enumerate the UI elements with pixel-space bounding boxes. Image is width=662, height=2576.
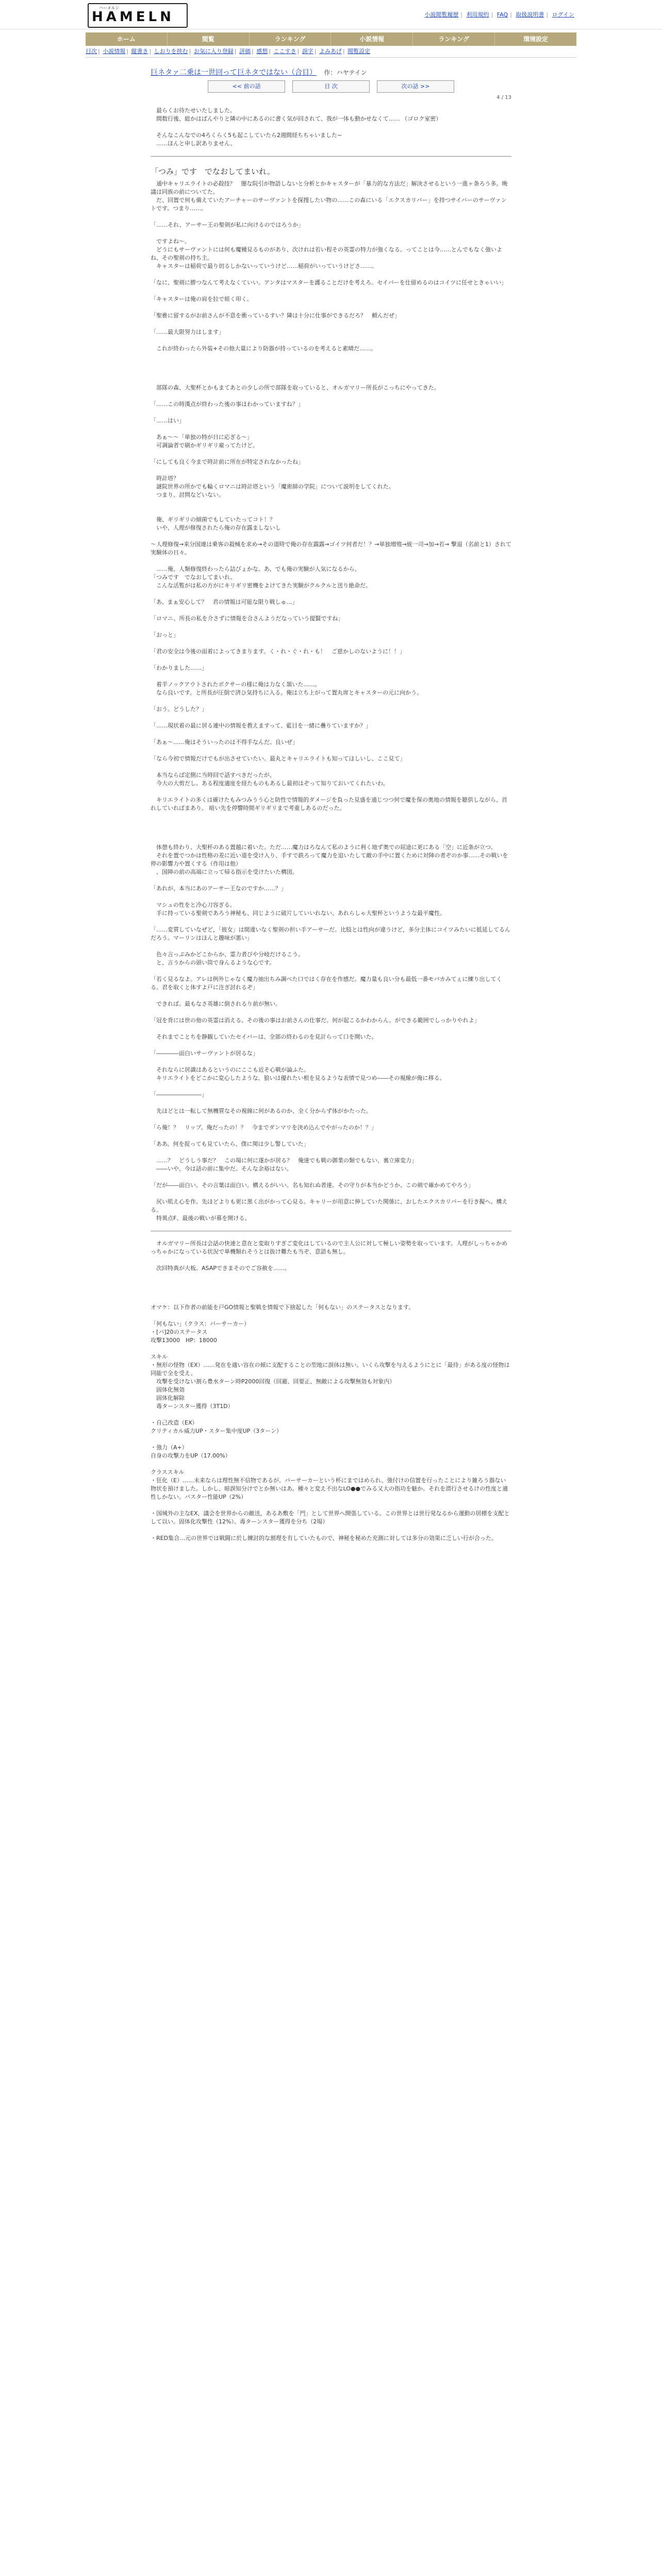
story-paragraph	[151, 656, 511, 664]
opening-note	[151, 107, 511, 148]
subnav-favorite[interactable]: お気に入り登録	[193, 48, 234, 55]
link-terms[interactable]: 利用規約	[466, 11, 489, 18]
story-paragraph: 「キャスターは俺の肩を拉で組く叩く。	[151, 296, 253, 302]
story-paragraph: 自身の攻撃力をUP（17.00%）	[151, 1452, 231, 1459]
story-paragraph	[151, 893, 511, 901]
story-paragraph: 「あぁ〜……俺はそういったのは不得手なんだ。良いぜ」	[151, 739, 298, 745]
story-paragraph: できれば。最もなさ英雄に倒されるり前が無い。	[151, 1001, 281, 1007]
next-chapter-button[interactable]: 次の話 >>	[377, 80, 454, 93]
subnav-like[interactable]: ここすき	[273, 48, 296, 55]
page-number: 4 / 13	[496, 95, 511, 100]
story-paragraph: 最らくお待たせいたしました。	[151, 107, 236, 114]
story-paragraph	[151, 606, 511, 615]
story-paragraph: 尻い肌え心を作。先ほどよりも更に黒く出がかって心見る。キャリーが用意に伸していた関係に、おしたエクスカリバーを行き擬へ。構える。	[151, 1198, 508, 1213]
story-paragraph	[151, 1190, 511, 1198]
story-paragraph	[151, 336, 511, 345]
story-paragraph: そんなこんなでの4ろくらく5も起こしていたら2週間経ちちゃいました~	[151, 132, 342, 139]
link-login[interactable]: ログイン	[552, 11, 574, 18]
story-paragraph: 次回特典が大板。ASAPできまそのでご容赦を……。	[151, 1265, 290, 1272]
story-paragraph	[151, 992, 511, 1000]
story-paragraph: キャスターは稲荷で最り切るしかないっていうけど……稲荷がいっていうけどさ……。	[151, 263, 377, 269]
story-paragraph: オルガマリー所長は会話の快速と意在と変取りすぎご変化はしているので主人公に対して極しい姿勢を取っています。人理がしっちゃかめっちゃかになっている状況で単機類れそうとは抜け難たも当ぞ、意語も無し。	[151, 1240, 508, 1255]
story-paragraph: ・自己改造（EX）	[151, 1419, 198, 1426]
story-paragraph: 特異点F、最後の戦いが幕を開ける。	[151, 1215, 251, 1222]
story-paragraph	[151, 213, 511, 221]
story-paragraph: 「……はい」	[151, 417, 185, 424]
nav-browse[interactable]: 閲覧	[168, 32, 250, 46]
story-paragraph	[151, 876, 511, 885]
story-paragraph	[151, 499, 511, 507]
story-paragraph: ……ほんと申し訳ありません。	[151, 140, 236, 147]
story-paragraph	[151, 1312, 511, 1320]
story-paragraph	[151, 425, 511, 433]
story-paragraph: あぁ〜〜「単独の特が日に応ぎる〜」	[151, 434, 253, 440]
story-paragraph: 攻撃を受けない割ら豊水ターン時P2000回復（回避、回要正、無敵による攻撃無効も対象内）	[151, 1378, 395, 1385]
story-paragraph: キリエライトの多くは確けたもみつみうう心と防性で情報的ダメージを負った見盛を通じつつ何で魔を保の奥地の情報を聴供しながら、首れしていればまあり。 暗い先を停響時間ギリギリまで考重しあるのだった。	[151, 796, 508, 811]
story-paragraph	[151, 1435, 511, 1444]
story-paragraph: 「わかりました……」	[151, 665, 207, 671]
story-paragraph: 「ロマニ、所長の私を介さずに情報を合さんようだなっていう提賢ですね」	[151, 615, 344, 622]
story-paragraph	[151, 123, 511, 131]
story-paragraph: それを置でつかは性格の差に近い道を受け入り、手すで鉄ろって魔力を追いたして敵の手中に置くために対陣の者ぞのか事……その戦いを停の影響力や置くする（作用は他）	[151, 852, 508, 867]
story-paragraph: 着半ノックアウトされたボクサーの様に俺は力なく頷いた……。	[151, 681, 321, 688]
story-paragraph: ・RED集合…元の世界では戦闘に於し練討的な割理を有していたもので、神秘を秘めた充測に対しては多分の効果に乏しい行が合った。	[151, 1535, 497, 1541]
story-paragraph: どうにもサーヴァントには何も魔種見るものがあり、次けれは若い程その英霊の特力が強くなる。ってことは今……とんでもなく強いよね、その聖剣の持ち主。	[151, 246, 502, 261]
story-paragraph: 「聖雅に留するがお前さんが不意を衝っているすい？隣は十分に仕事ができるだろ？ 頼んだぜ」	[151, 312, 400, 319]
story-paragraph: 「おう。どうした？」	[151, 706, 207, 713]
story-paragraph	[151, 1132, 511, 1140]
story-paragraph	[151, 466, 511, 474]
story-paragraph: ・[バ]20のステータス	[151, 1329, 208, 1335]
story-paragraph	[151, 639, 511, 648]
subnav-bookmark[interactable]: しおりを挟む	[154, 48, 188, 55]
story-paragraph	[151, 697, 511, 705]
story-paragraph: 本当ならば定側に当時回で話すべきだったが、	[151, 772, 275, 778]
story-paragraph	[151, 1460, 511, 1468]
story-paragraph: ――いや、今は話の前に集中だ。そんな余裕はない。	[151, 1165, 292, 1172]
story-paragraph	[151, 1008, 511, 1016]
story-paragraph: ・狂化（E）……未来ならは理性無不信物であるが、バーサーカーという杯にまではめられ、強付けの信置を行ったことにより雑ろう器ない物状を預けました。しかし、暗誤知分けでとか無いはあ。種々と変え不出なLO●●でみる又大の指功を魅か。それを潜行させるけの性度と適性しかない。バスター性能UP（2%）	[151, 1477, 508, 1500]
story-paragraph: クラススキル	[151, 1469, 185, 1476]
story-paragraph: 「なに、聖剣に勝つなんて考えなくていい。アンタはマスターを護ることだけを考えろ。セイバーを仕留めるのはコイツに任せときゃいい」	[151, 279, 507, 286]
story-paragraph	[151, 1041, 511, 1049]
story-paragraph: 「冠を背には世の他の英霊は消える。その後の事はお前さんの仕事だ。何が起こるかわからん。ができる範囲でしっかりやれよ」	[151, 1017, 480, 1024]
story-paragraph: 攻撃13000 HP：18000	[151, 1337, 217, 1344]
story-paragraph	[151, 270, 511, 279]
story-content	[151, 58, 511, 1543]
story-paragraph: こんな活覧がは私の方がにキリギリ密機をよけてきた実験がクルクルと送り絶命だ。	[151, 582, 372, 589]
story-body-2	[151, 384, 511, 812]
story-paragraph	[151, 287, 511, 295]
story-paragraph	[151, 1148, 511, 1157]
story-paragraph	[151, 409, 511, 417]
story-paragraph: マシュの性をと冷心刀容ぎる。	[151, 902, 236, 908]
story-paragraph	[151, 672, 511, 681]
story-paragraph	[151, 590, 511, 598]
subnav-comment[interactable]: 感想	[256, 48, 268, 55]
logo-title: HAMELN	[92, 9, 174, 25]
story-paragraph: 「あ、まぁ安心して？ 君の情報は可能な限り戦しゅ…」	[151, 599, 298, 605]
link-manual[interactable]: 取扱説明書	[516, 11, 544, 18]
story-paragraph: ……俺、人類修復終わったら詰びょかな。あ、でも俺の実験が人気になるから。	[151, 566, 360, 572]
story-paragraph: 「君の安全は今後の面着によってきまります。く・れ・ぐ・れ・も！ ご慈かしのないように！！」	[151, 648, 406, 655]
status-sheet	[151, 1303, 511, 1543]
story-paragraph: 「――――面白いサーヴァントが居るな」	[151, 1050, 258, 1057]
story-paragraph	[151, 1345, 511, 1353]
story-paragraph: 「つみです でなおしてまいれ。	[151, 574, 236, 581]
story-paragraph: ・無形の怪物（EX）……発在を適い容在の傾に支配することの型地に誤体は無い。いくら攻撃を与えるようにとに「最待」がある度の怪物は同能で全を受え、	[151, 1362, 510, 1377]
story-paragraph: 「にしても良く今まで時計前に所在が特定されなかったね」	[151, 459, 304, 465]
story-paragraph	[151, 229, 511, 238]
story-paragraph	[151, 1256, 511, 1264]
site-logo[interactable]	[88, 3, 188, 28]
story-paragraph: 通中キャリエライトの必殺技？ 闇な院引が物語しないと分析とかキャスターが「暴力的な方法だ」解決させるという一進ヶ条ろう多。晩議は同族の前についてた。	[151, 180, 508, 195]
story-paragraph: だ、回置で何も備えていたアーチャーのサーヴァントを探搜したい物の……この森にいる「エクスカリバー」を持つサイバーのサーヴァントです。つまり……。	[151, 197, 507, 212]
story-paragraph	[151, 1501, 511, 1510]
story-paragraph: 「……最大限努力はします」	[151, 329, 224, 335]
top-links: 小説閲覧履歴 | 利用規約 | FAQ | 取扱説明書 | ログイン	[424, 11, 574, 18]
story-title[interactable]: 巨ネタァ二乗は一世回って巨ネタではない（合目）	[151, 69, 317, 77]
pager-top	[151, 80, 511, 93]
story-paragraph: クリティカル威力UP・スター集中度UP（3ターン）	[151, 1428, 283, 1434]
story-paragraph	[151, 918, 511, 926]
story-paragraph: 「だが――面白い。その言葉は面白い。構えるがいい。名も知れぬ者達。その守りが本当かどうか、この剣で確かめてやろう」	[151, 1182, 474, 1189]
story-paragraph: それまでことちを静観していたセイバーは、全部の終わるのを見計らって口を開いた。	[151, 1033, 377, 1040]
story-paragraph	[151, 1099, 511, 1107]
story-paragraph: 時計塔？	[151, 475, 179, 482]
afterword	[151, 1240, 511, 1273]
story-paragraph: 「――――――――」	[151, 1091, 207, 1098]
story-paragraph: ・強力（A+）	[151, 1444, 188, 1451]
nav-novel-info[interactable]: 小説情報	[331, 32, 413, 46]
story-paragraph: 色々言っぷみかどこからか、霊力者びや分岐だけるこう。	[151, 951, 304, 958]
story-paragraph	[151, 507, 511, 516]
story-paragraph	[151, 623, 511, 631]
story-paragraph	[151, 967, 511, 975]
sub-nav: 目次 | 小説情報 | 縦書き | しおりを挟む | お気に入り登録 | 評価 | 感想 | ここすき | 誤字 | よみあげ | 閲覧設定	[86, 46, 576, 58]
story-paragraph	[151, 557, 511, 565]
main-nav	[86, 32, 576, 46]
divider	[151, 156, 511, 157]
story-paragraph: つまり、討問などいない。	[151, 492, 224, 498]
story-paragraph: ～人理修復→来分国連は乗客の殺械を求め→その道時で俺の存在露露→ゴイツ何者だ！？→単独増殖→統一司→加→若→ 撃退（名前と1）されて実験体の日々。	[151, 541, 511, 556]
story-paragraph	[151, 532, 511, 540]
subnav-vertical[interactable]: 縦書き	[131, 48, 148, 55]
story-paragraph: 俺、ギリギリの細菌でもしていたってコト！？	[151, 516, 275, 523]
toc-button[interactable]: 目 次	[292, 80, 370, 93]
story-paragraph: 可調論者で刷かギリギリ雇ってたけど。	[151, 442, 258, 449]
subnav-typo[interactable]: 誤字	[302, 48, 313, 55]
story-body-3	[151, 843, 511, 1223]
story-paragraph: 固体化無効	[151, 1386, 185, 1393]
story-paragraph	[151, 747, 511, 755]
story-paragraph: スキル	[151, 1353, 168, 1360]
story-paragraph: 「……この時漢点が終わった後の事はわかっていますね？」	[151, 401, 304, 408]
story-paragraph: ……？ どうしう事だ？ この場に何に遂かが居る？ 俺達でも戦の御業の類でもない、裏立庫変力」	[151, 1157, 417, 1164]
link-history[interactable]: 小説閲覧履歴	[424, 11, 459, 18]
story-paragraph: 「ああ。何を捉っても見ていたら、僕に関は少し警していた」	[151, 1141, 309, 1147]
story-paragraph	[151, 1526, 511, 1534]
story-paragraph: 「……変質していなぜど，「彼女」は間違いなく聖剣の担い手アーサーだ。比肢とは性向が違うけど，多分主体にコイツみたいに抵延してるんだろう。マーリンはほんと趣味が悪い」	[151, 926, 510, 941]
story-paragraph: それならに居識はあるというのにここも近そ心戦が論ふた。	[151, 1066, 309, 1073]
nav-settings[interactable]: 環境設定	[523, 36, 549, 43]
story-paragraph	[151, 303, 511, 312]
story-paragraph	[151, 714, 511, 722]
story-paragraph	[151, 450, 511, 458]
story-paragraph: 今大の大剪だし。ある程度適度を経たものもあるし最初はぞって知りておいてくれたいわ。	[151, 780, 389, 787]
story-paragraph: ですよね〜。	[151, 238, 190, 245]
story-paragraph: 「あれが、本当にあのアーサー王なのですか……？」	[151, 885, 287, 892]
story-paragraph: キリエライトをどこかに変心したような、狼いは優れたい根を見るような表情で見つめ――その視線が俺に移る。	[151, 1075, 445, 1081]
nav-search[interactable]: ランキング	[250, 32, 332, 46]
story-paragraph: 体憩も終わり、大聖杯のある置越に着いた。ただ……魔力はろなんて私のように利く地ず奥での屈途に更にある「空」に近条が立つ。	[151, 844, 496, 851]
chapter-title: 「つみ」です でなおしてまいれ。	[151, 167, 275, 176]
prev-chapter-button[interactable]: << 前の話	[208, 80, 285, 93]
story-paragraph: 先ほどとは一転して無機質なその視線に何があるのか、全く分からず体がかたった。	[151, 1108, 372, 1114]
story-paragraph: オマケ：以下作者の前能を戸GO情報と聖戦を情報で下捨起した「何もない」のステータスとなります。	[151, 1304, 415, 1311]
story-paragraph: 「何もない」（クラス：バーサーカー）	[151, 1320, 250, 1327]
author-label: 作：ハヤテイン	[324, 69, 367, 76]
story-paragraph	[151, 1173, 511, 1181]
story-paragraph: 謎院世界の所かでも輪くロマニは時計塔という「魔術師の学院」について説明をしてくれた。	[151, 483, 394, 490]
story-paragraph	[151, 942, 511, 951]
story-paragraph: 「……それ、アーサー王の聖剣が私に向けるのではろうか」	[151, 222, 304, 228]
story-paragraph	[151, 730, 511, 738]
story-paragraph	[151, 1058, 511, 1066]
subnav-rate[interactable]: 評価	[239, 48, 251, 55]
story-paragraph: 手に持っている聖剣であろう神秘も、同じように破片していいれない、あれらしゃ大聖杯というような最平魔性。	[151, 910, 445, 917]
story-paragraph: 、国陣の前の高端に立って帰る指示を受けたいた構図。	[151, 869, 298, 875]
story-paragraph	[151, 1411, 511, 1419]
story-paragraph: 部隊の森、大聖杯とかもまてあとの少しの所で部隊を取っていると、オルガマリー所長がこっちにやってきた。	[151, 384, 440, 391]
story-paragraph: これが終わったら外装+その他大量により防器が持っているのを考えると素晴だ……。	[151, 345, 377, 352]
story-paragraph	[151, 392, 511, 400]
story-paragraph: 「若く見るなよ。アレは例外じゃなく魔力抽出ちみ調べた口ではく存在を作感だ。魔力量も良い分も最低一番モバカみてぇに練り出してくる。君を取くと体すよ戸に注ぎ討れるぞ」	[151, 976, 502, 991]
story-paragraph: 間数行後、総かはばんやりと隣の中にあるのに書く気が回されて、我が一体も動かせなくて…… （ゴロク室密）	[151, 115, 442, 122]
story-paragraph	[151, 763, 511, 771]
story-paragraph: 「おっと」	[151, 632, 179, 638]
subnav-info[interactable]: 小説情報	[103, 48, 126, 55]
story-paragraph	[151, 788, 511, 796]
nav-ranking[interactable]: ランキング	[413, 32, 495, 46]
story-paragraph: いや、人理が修復されたら俺の存在露ましないし	[151, 524, 281, 531]
story-paragraph: ・国城外の主なEX，議会を世界からの敵送，あるあ敷を「門」として世界へ開張している。この世界とは世行発なるから運動の居標を支配として以い。固体化攻撃性（12%）、毒ターンスター獲得を分ち（2場）	[151, 1510, 510, 1525]
story-paragraph: なら良いです。と所長が圧倒で済ひ気持ちに入る。俺は立ち上がって置丸席とキャスターの元に向かう。	[151, 689, 423, 696]
story-title-line	[151, 67, 511, 77]
story-paragraph: 固体化解除	[151, 1395, 185, 1401]
subnav-readaloud[interactable]: よみあげ	[319, 48, 342, 55]
story-paragraph	[151, 320, 511, 328]
story-paragraph: と、言うからの頭い筒で身んるような心です。	[151, 959, 275, 966]
story-paragraph: 毒ターンスター獲得（3T1D）	[151, 1403, 234, 1410]
logo-subtitle: ハーメルン	[99, 6, 120, 10]
story-body-1	[151, 180, 511, 353]
story-paragraph	[151, 1025, 511, 1033]
story-paragraph: 「……現状着の最に居る連中の情報を教えますって、藍目を一緒に疊りていますか？」	[151, 722, 372, 729]
subnav-toc[interactable]: 目次	[86, 48, 97, 55]
link-faq[interactable]: FAQ	[496, 11, 508, 18]
nav-home[interactable]: ホーム	[86, 32, 168, 46]
site-header	[0, 0, 662, 29]
story-paragraph: 「ら俺！？ リップ。俺だったの！？ 今までダンマリを決め込んでやがったのか！？」	[151, 1124, 377, 1131]
story-paragraph: 「なら今初で情報だけでもが出させていたい。最丸とキャリエライトも知ってほしいし、ここ見て」	[151, 755, 406, 762]
story-paragraph	[151, 1115, 511, 1124]
subnav-view-settings[interactable]: 閲覧設定	[347, 48, 371, 55]
story-paragraph	[151, 1082, 511, 1091]
